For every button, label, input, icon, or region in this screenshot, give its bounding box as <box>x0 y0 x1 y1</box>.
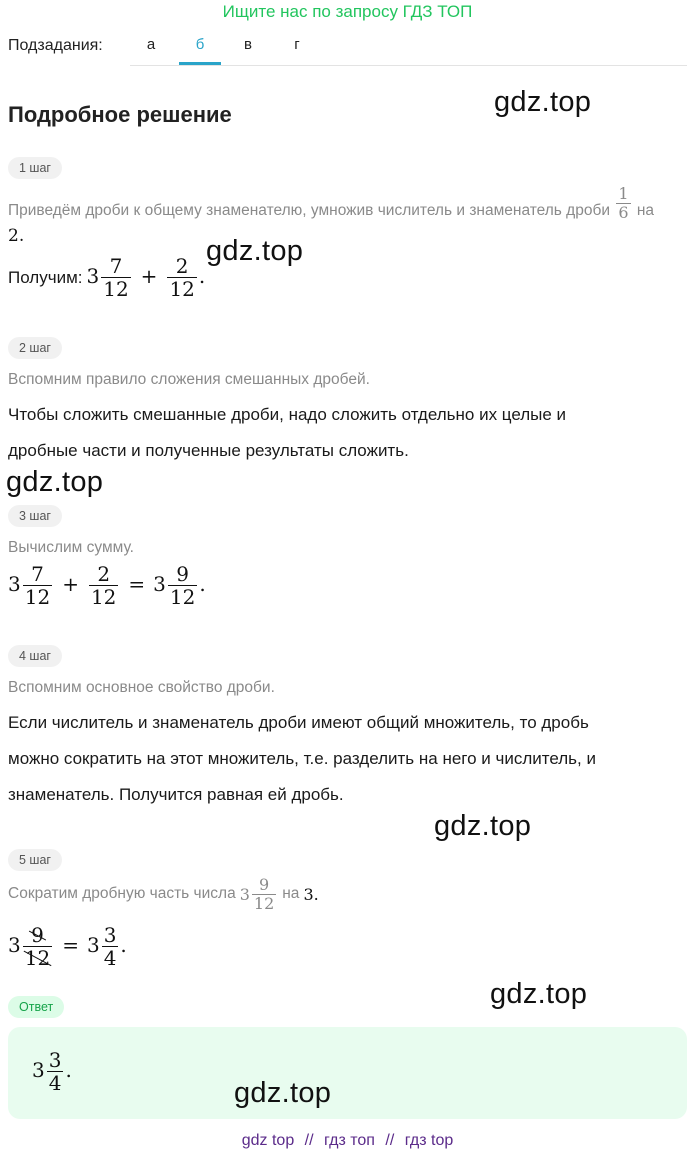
step-5-hint-mid: на <box>282 885 300 903</box>
step-1-hint-tail: на <box>636 202 654 220</box>
footer-link-3[interactable]: гдз top <box>404 1132 454 1149</box>
answer-expr: 3 $\frac{3}{4}$ . <box>32 1048 72 1095</box>
footer-link-1[interactable]: gdz top <box>241 1132 295 1149</box>
step-1-expr: 3 $\frac{7}{12}$ + $\frac{2}{12}$ . <box>86 254 206 301</box>
step-2-text-1: Чтобы сложить смешанные дроби, надо сложить отдельно их целые и <box>8 405 567 424</box>
step-1-hint-fraction: $\frac{1}{6}$ <box>618 184 629 222</box>
answer-badge: Ответ <box>8 996 64 1018</box>
step-1-result <box>8 255 205 300</box>
step-2-text-2: дробные части и полученные результаты сложить. <box>8 441 409 460</box>
tab-v[interactable]: в <box>244 36 252 53</box>
watermark: gdz.top <box>206 235 304 267</box>
watermark: gdz.top <box>234 1077 332 1109</box>
watermark: gdz.top <box>490 978 588 1010</box>
step-5-hint-val: 3. <box>303 884 319 904</box>
step-5-hint-text: Сократим дробную часть числа <box>8 885 236 903</box>
footer-separator: // <box>385 1132 395 1149</box>
watermark: gdz.top <box>434 810 532 842</box>
step-5-badge: 5 шаг <box>8 849 62 871</box>
step-5-hint <box>8 876 319 912</box>
step-4-hint: Вспомним основное свойство дроби. <box>8 679 275 696</box>
footer-separator: // <box>304 1132 314 1149</box>
step-3-badge: 3 шаг <box>8 505 62 527</box>
watermark: gdz.top <box>6 466 104 498</box>
subtasks-label: Подзадания: <box>8 37 103 54</box>
tab-b[interactable]: б <box>179 28 221 65</box>
answer-box <box>8 1027 687 1119</box>
section-title: Подробное решение <box>8 102 232 127</box>
step-1-hint-line2: 2. <box>8 226 25 246</box>
footer-link-2[interactable]: гдз топ <box>324 1132 375 1149</box>
step-5-hint-expr: 3 $\frac{9}{12}$ <box>239 875 275 913</box>
step-1-badge: 1 шаг <box>8 157 62 179</box>
watermark: gdz.top <box>494 86 592 118</box>
tab-g[interactable]: г <box>294 36 300 53</box>
step-3-expr: 3 $\frac{7}{12}$ + $\frac{2}{12}$ = 3 $\frac{9}{12}$ . <box>8 562 206 609</box>
step-4-text-2: можно сократить на этот множитель, т.е. разделить на него и числитель, и <box>8 749 596 768</box>
step-2-hint: Вспомним правило сложения смешанных дробей. <box>8 371 370 388</box>
step-1-hint <box>8 184 654 222</box>
top-banner: Ищите нас по запросу ГДЗ ТОП <box>222 2 473 21</box>
step-1-hint-text: Приведём дроби к общему знаменателю, умножив числитель и знаменатель дроби <box>8 202 610 220</box>
step-2-badge: 2 шаг <box>8 337 62 359</box>
step-4-badge: 4 шаг <box>8 645 62 667</box>
step-5-expr: 3 $\frac{9}{12}$ = 3 $\frac{3}{4}$ . <box>8 923 127 970</box>
tab-a[interactable]: а <box>146 36 156 53</box>
step-1-result-label: Получим: <box>8 267 83 287</box>
step-4-text-1: Если числитель и знаменатель дроби имеют общий множитель, то дробь <box>8 713 589 732</box>
step-4-text-3: знаменатель. Получится равная ей дробь. <box>8 785 344 804</box>
step-3-hint: Вычислим сумму. <box>8 539 134 556</box>
footer-links <box>0 1132 695 1150</box>
subtask-tabs <box>130 28 687 66</box>
struck-fraction: $\frac{9}{12}$ <box>24 923 51 970</box>
